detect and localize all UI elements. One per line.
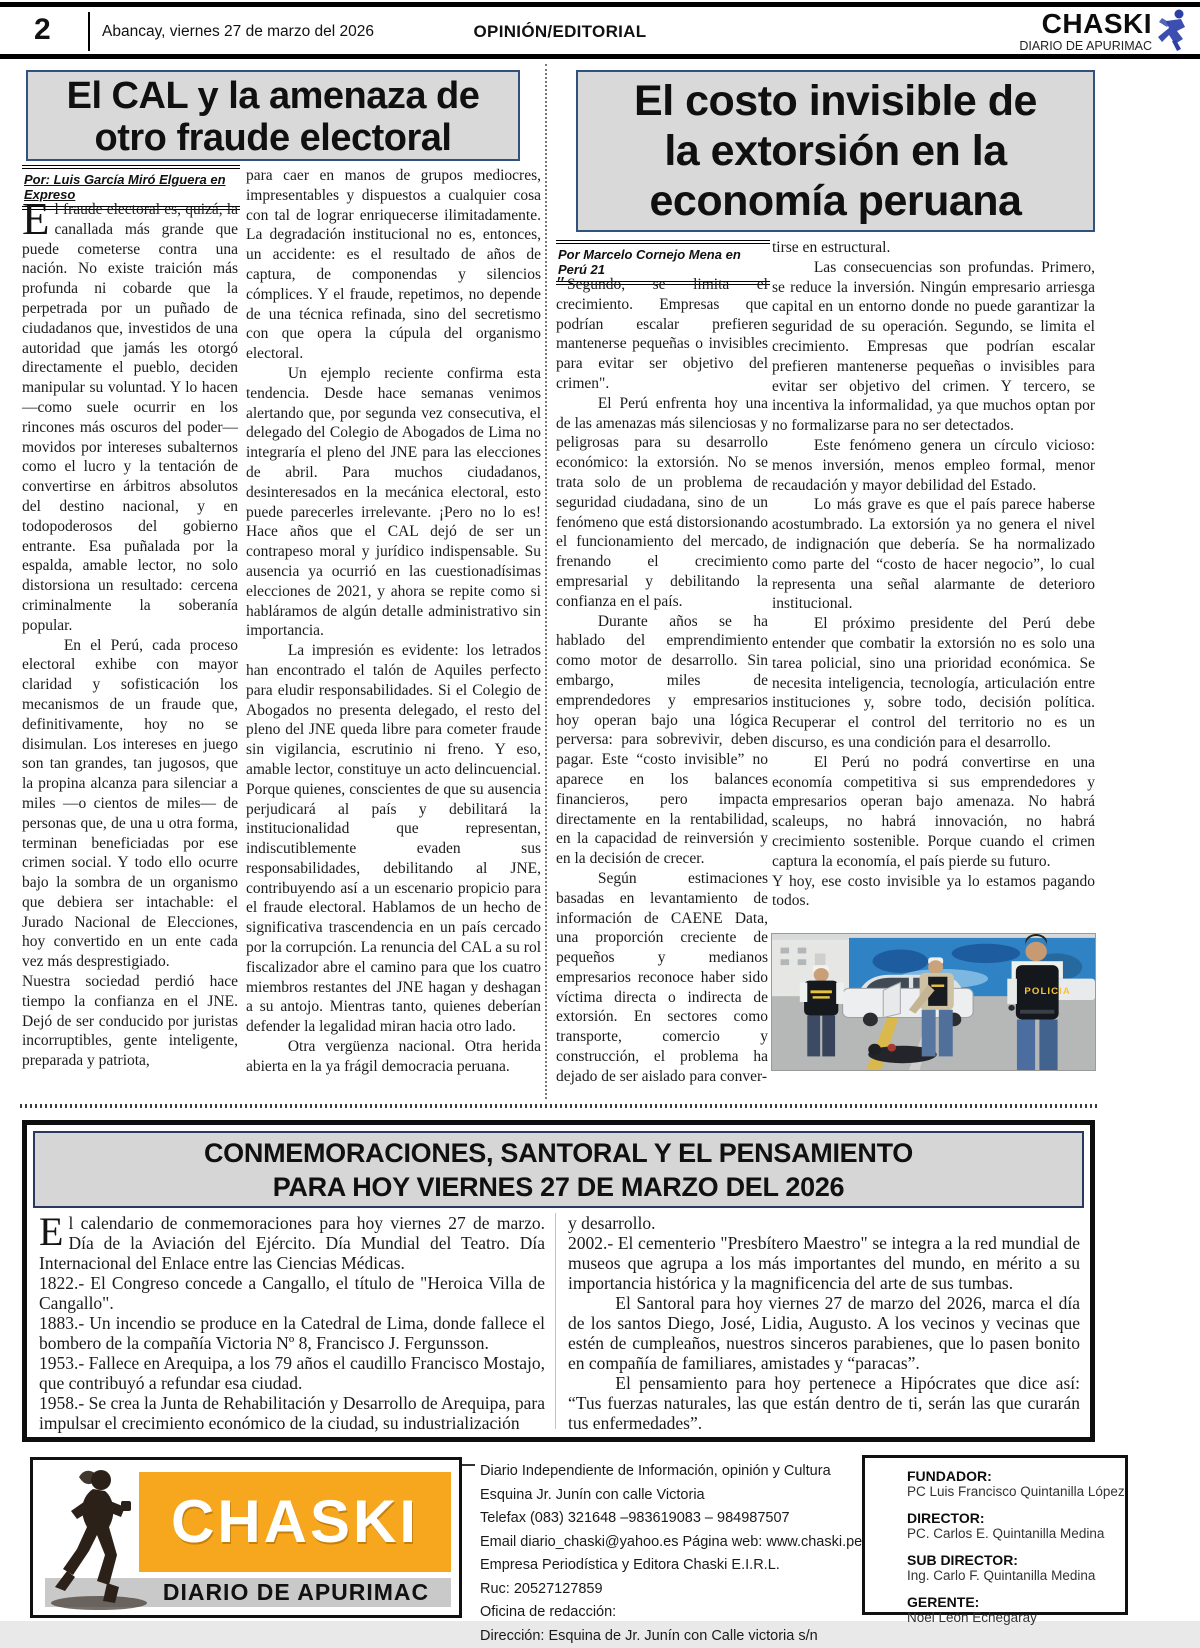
paragraph: 1958.- Se crea la Junta de Rehabilitación y Desarrollo de Arequipa, para impulsar el crecimiento económico de la ciudad, su industrialización: [39, 1393, 545, 1433]
logo-title: CHASKI: [171, 1488, 419, 1555]
top-rule: [0, 2, 1200, 7]
footer-info-line: Telefax (083) 321648 –983619083 – 984987507: [480, 1507, 872, 1531]
footer-info-line: Email diario_chaski@yahoo.es Página web: www.chaski.pe: [480, 1531, 872, 1555]
staff-item: [907, 1552, 1125, 1584]
chaski-runner-icon: [1154, 8, 1194, 52]
paragraph: Las consecuencias son profundas. Primero, se reduce la inversión. Ningún empresario arriesga capital en un entorno donde no puede garantizar la seguridad de su operación. Segundo, se limita el crecimiento. Empresas que podrían escalar prefieren mantenerse pequeñas o invisibles para evitar ser objetivo del crimen. Y tercero, se incentiva la informalidad, ya que muchos optan por no formalizarse para no ser detectados.: [772, 258, 1095, 436]
staff-item: [907, 1594, 1125, 1626]
article-left-column-1: [22, 200, 238, 1078]
staff-label: SUB DIRECTOR:: [907, 1552, 1125, 1568]
headline-line: otro fraude electoral: [28, 117, 518, 159]
article-left-byline: Por: Luis García Miró Elguera en Expreso: [22, 165, 240, 210]
paragraph: Un ejemplo reciente confirma esta tendencia. Desde hace semanas venimos alertando que, por segunda vez consecutiva, el delegado del Colegio de Abogados de Lima no integraría el pleno del JNE para las elecciones de abril. Para muchos ciudadanos, desinteresados en la mecánica electoral, esto puede parecerles irrelevante. ¡Pero no lo es! Hace años que el CAL dejó de ser un contrapeso moral y jurídico indispensable. Su ausencia ya ocurrió en las cuestionadísimas elecciones de 2021, y ahora se repite como si habláramos de algún detalle administrativo sin importancia.: [246, 364, 541, 641]
headline-line: economía peruana: [578, 176, 1093, 226]
paragraph: tirse en estructural.: [772, 238, 1095, 258]
paragraph: Este fenómeno genera un círculo vicioso: menos inversión, menos empleo formal, menor recaudación y mayor debilidad del Estado.: [772, 436, 1095, 495]
commemorations-column-1: [39, 1213, 545, 1429]
masthead-title: CHASKI: [1019, 10, 1152, 38]
masthead-subtitle: DIARIO DE APURIMAC: [1019, 40, 1152, 53]
footer-info-line: Oficina de redacción:: [480, 1601, 872, 1625]
commemorations-title: [33, 1131, 1084, 1208]
staff-name: PC Luis Francisco Quintanilla López: [907, 1484, 1125, 1500]
staff-item: [907, 1510, 1125, 1542]
pull-quote-paragraph: ″ Segundo, se limita el crecimiento. Empresas que podrían escalar prefieren mantenerse pequeñas o invisibles para evitar ser objetivo del crimen".: [556, 274, 768, 394]
paragraph: Nuestra sociedad perdió hace tiempo la confianza en el JNE. Dejó de ser conducido por juristas incorruptibles, gente inteligente, preparada y patriota,: [22, 972, 238, 1071]
commemorations-box: [22, 1120, 1095, 1442]
footer-info-line: Diario Independiente de Información, opinión y Cultura: [480, 1460, 872, 1484]
commemorations-title-line2: PARA HOY VIERNES 27 DE MARZO DEL 2026: [35, 1170, 1082, 1204]
headline-line: El CAL y la amenaza de: [28, 75, 518, 117]
footer-dash: [462, 1464, 475, 1466]
staff-label: FUNDADOR:: [907, 1468, 1125, 1484]
paragraph: El pensamiento para hoy pertenece a Hipócrates que dice así: “Tus fuerzas naturales, las que están dentro de ti, serán las que curarán tus enfermedades”.: [568, 1373, 1080, 1433]
commemorations-title-line1: CONMEMORACIONES, SANTORAL Y EL PENSAMIENTO: [35, 1136, 1082, 1170]
staff-label: DIRECTOR:: [907, 1510, 1125, 1526]
masthead: [1019, 10, 1152, 53]
article-right-byline: Por Marcelo Cornejo Mena en Perú 21: [556, 240, 770, 285]
commemorations-column-2: [555, 1213, 1080, 1429]
drop-cap: E: [39, 1213, 68, 1248]
paragraph: 1883.- Un incendio se produce en la Catedral de Lima, donde fallece el bombero de la compañía Victoria Nº 8, Francisco J. Fergunsson.: [39, 1313, 545, 1353]
paragraph: El Perú enfrenta hoy una de las amenazas más silenciosas y peligrosas para su desarrollo económico: la extorsión. No se trata solo de un problema de seguridad ciudadana, sino de un fenómeno que está distorsionando el funcionamiento del mercado, frenando el crecimiento empresarial y debilitando la confianza en el país.: [556, 394, 768, 612]
paragraph: 1953.- Fallece en Arequipa, a los 79 años el caudillo Francisco Mostajo, que contribuyó a refundar esa ciudad.: [39, 1353, 545, 1393]
article-right-headline: [576, 70, 1095, 232]
staff-label: GERENTE:: [907, 1594, 1125, 1610]
headline-line: El costo invisible de: [578, 76, 1093, 126]
header-bottom-rule: [0, 54, 1200, 59]
section-title: OPINIÓN/EDITORIAL: [0, 22, 1120, 42]
article-left-headline: [26, 70, 520, 161]
headline-line: la extorsión en la: [578, 126, 1093, 176]
paragraph: 1822.- El Congreso concede a Cangallo, el título de "Heroica Villa de Cangallo".: [39, 1273, 545, 1313]
staff-name: Noel León Echegaray: [907, 1610, 1125, 1626]
paragraph: Lo más grave es que el país parece haberse acostumbrado. La extorsión ya no genera el nivel de indignación que debería. Se ha normalizado como parte del “costo de hacer negocio”, lo cual representa una señal alarmante de deterioro institucional.: [772, 495, 1095, 614]
paragraph: El Santoral para hoy viernes 27 de marzo del 2026, marca el día de los santos Diego, José, Lidia, Augusto. A los vecinos y vecinas que estén de cumpleaños, nuestros sinceros parabienes, que lo pasen bonito en compañía de familiares, amistades y “paracas”.: [568, 1293, 1080, 1373]
page-number: 2: [34, 13, 51, 47]
paragraph: Durante años se ha hablado del emprendimiento como motor de desarrollo. Sin embargo, miles de emprendedores y empresarios hoy operan bajo una lógica perversa: para sobrevivir, deben pagar. Este “costo invisible” no aparece en los balances financieros, pero impacta directamente en la rentabilidad, en la capacidad de reinversión y en la decisión de crecer.: [556, 612, 768, 869]
logo-orange-block: [139, 1472, 451, 1572]
staff-name: PC. Carlos E. Quintanilla Medina: [907, 1526, 1125, 1542]
footer-staff-box: [862, 1455, 1128, 1615]
footer-info-line: Dirección: Esquina de Jr. Junín con Calle victoria s/n: [480, 1625, 872, 1648]
lead-paragraph: El calendario de conmemoraciones para hoy viernes 27 de marzo. Día de la Aviación del Ejército. Día Mundial del Teatro. Día Internacional del Enlace entre las Ciencias Médicas.: [39, 1213, 545, 1273]
paragraph: La impresión es evidente: los letrados han encontrado el talón de Aquiles perfecto para eludir responsabilidades. Si el Colegio de Abogados no presenta delegado, el resto del pleno del JNE queda libre para cometer fraude sin vigilancia, escrutinio ni freno. Y eso, amable lector, constituye un acto delincuencial. Porque quienes, conscientes de que su ausencia perjudicará al país y debilitará la institucionalidad que representan, indiscutiblemente evaden sus responsabilidades, debilitando al JNE, contribuyendo así a un escenario propicio para el fraude electoral. Hablamos de un hecho de significativa trascendencia en un país cercado por la corrupción. La renuncia del CAL a su rol fiscalizador abre el camino para que los cuatro miembros restantes del JNE hagan y deshagan a su antojo. Mientras tanto, quienes deberían defender la legalidad miran hacia otro lado.: [246, 641, 541, 1037]
paragraph: El próximo presidente del Perú debe entender que combatir la extorsión no es solo una tarea policial, sino una prioridad económica. Se necesita inteligencia, tecnología, articulación entre instituciones y, sobre todo, decisión política. Recuperar el control del territorio no es un discurso, es una condición para el desarrollo.: [772, 614, 1095, 753]
article-divider-vertical: [545, 64, 547, 1099]
article-right-column-2: [772, 238, 1095, 928]
article-right-column-1: [556, 274, 768, 1080]
footer-info-line: Ruc: 20527127859: [480, 1578, 872, 1602]
paragraph: Otra vergüenza nacional. Otra herida abierta en la ya frágil democracia peruana.: [246, 1037, 541, 1077]
quote-mark: ″: [556, 273, 567, 293]
paragraph: El Perú no podrá convertirse en una economía competitiva si sus emprendedores y empresarios operan bajo amenaza. No habrá scaleups, no habrá innovación, no habrá crecimiento sostenible. Porque cuando el crimen captura la economía, el país pierde su futuro.: [772, 753, 1095, 872]
dateline: Abancay, viernes 27 de marzo del 2026: [102, 23, 374, 41]
paragraph: En el Perú, cada proceso electoral exhibe con mayor claridad y sofisticación los mecanismos de un fraude que, definitivamente, hoy no se disimulan. Los intereses en juego son tan grandes, tan jugosos, que la propina alcanza para silenciar a miles —o cientos de miles— de personas que, de una u otra forma, terminan beneficiadas por ese crimen social. Y todo ello ocurre bajo la sombra de un organismo que debiera ser intachable: el Jurado Nacional de Elecciones, hoy convertido en un ente cada vez más desprestigiado.: [22, 636, 238, 973]
police-arrest-photo: [772, 934, 1095, 1070]
footer-logo-box: [30, 1457, 462, 1618]
paragraph: Según estimaciones basadas en levantamiento de información de CAENE Data, una proporción creciente de pequeños y medianos empresarios reconoce haber sido víctima directa o indirecta de extorsión. En sectores como transporte, comercio y construcción, el problema ha dejado de ser aislado para conver-: [556, 869, 768, 1087]
vest-text: POLICIA: [1024, 987, 1071, 997]
paragraph: 2002.- El cementerio "Presbítero Maestro" se integra a la red mundial de museos que agrupa a los más importantes del mundo, en mérito a su importancia histórica y la magnificencia del arte de sus tumbas.: [568, 1233, 1080, 1293]
footer-info: [480, 1460, 872, 1648]
paragraph: y desarrollo.: [568, 1213, 1080, 1233]
article-divider-horizontal: [20, 1104, 1097, 1108]
staff-name: Ing. Carlo F. Quintanilla Medina: [907, 1568, 1125, 1584]
staff-item: [907, 1468, 1125, 1500]
paragraph: Y hoy, ese costo invisible ya lo estamos pagando todos.: [772, 872, 1095, 912]
footer-info-line: Esquina Jr. Junín con calle Victoria: [480, 1484, 872, 1508]
footer-info-line: Empresa Periodística y Editora Chaski E.I.R.L.: [480, 1554, 872, 1578]
drop-cap: E: [22, 200, 55, 237]
paragraph: para caer en manos de grupos mediocres, impresentables y dispuestos a cualquier cosa con tal de lograr enriquecerse ilimitadamente. La degradación institucional no es, entonces, un accidente: es el resultado de años de captura, de componendas y silencios cómplices. Y el fraude, repetimos, no depende de una técnica refinada, sino del secretismo con que opera la cúpula del organismo electoral.: [246, 166, 541, 364]
logo-subtitle: DIARIO DE APURIMAC: [163, 1579, 429, 1605]
lead-paragraph: El fraude electoral es, quizá, la canallada más grande que puede cometerse contra una nación. No existe traición más profunda ni cobarde que la perpetrada por un puñado de ciudadanos que, investidos de una autoridad que jamás les otorgó directamente el pueblo, deciden manipular su voluntad. Y lo hacen —como suele ocurrir en los rincones más oscuros del poder— movidos por intereses subalternos como el lucro y la tentación de convertirse en árbitros absolutos del destino nacional, y en todopoderosos del gobierno entrante. Esa puñalada por la espalda, amable lector, no solo distorsiona un resultado: cercena criminalmente la soberanía popular.: [22, 200, 238, 636]
chaski-runner-logo: [37, 1465, 155, 1613]
article-left-column-2: [246, 166, 541, 1078]
